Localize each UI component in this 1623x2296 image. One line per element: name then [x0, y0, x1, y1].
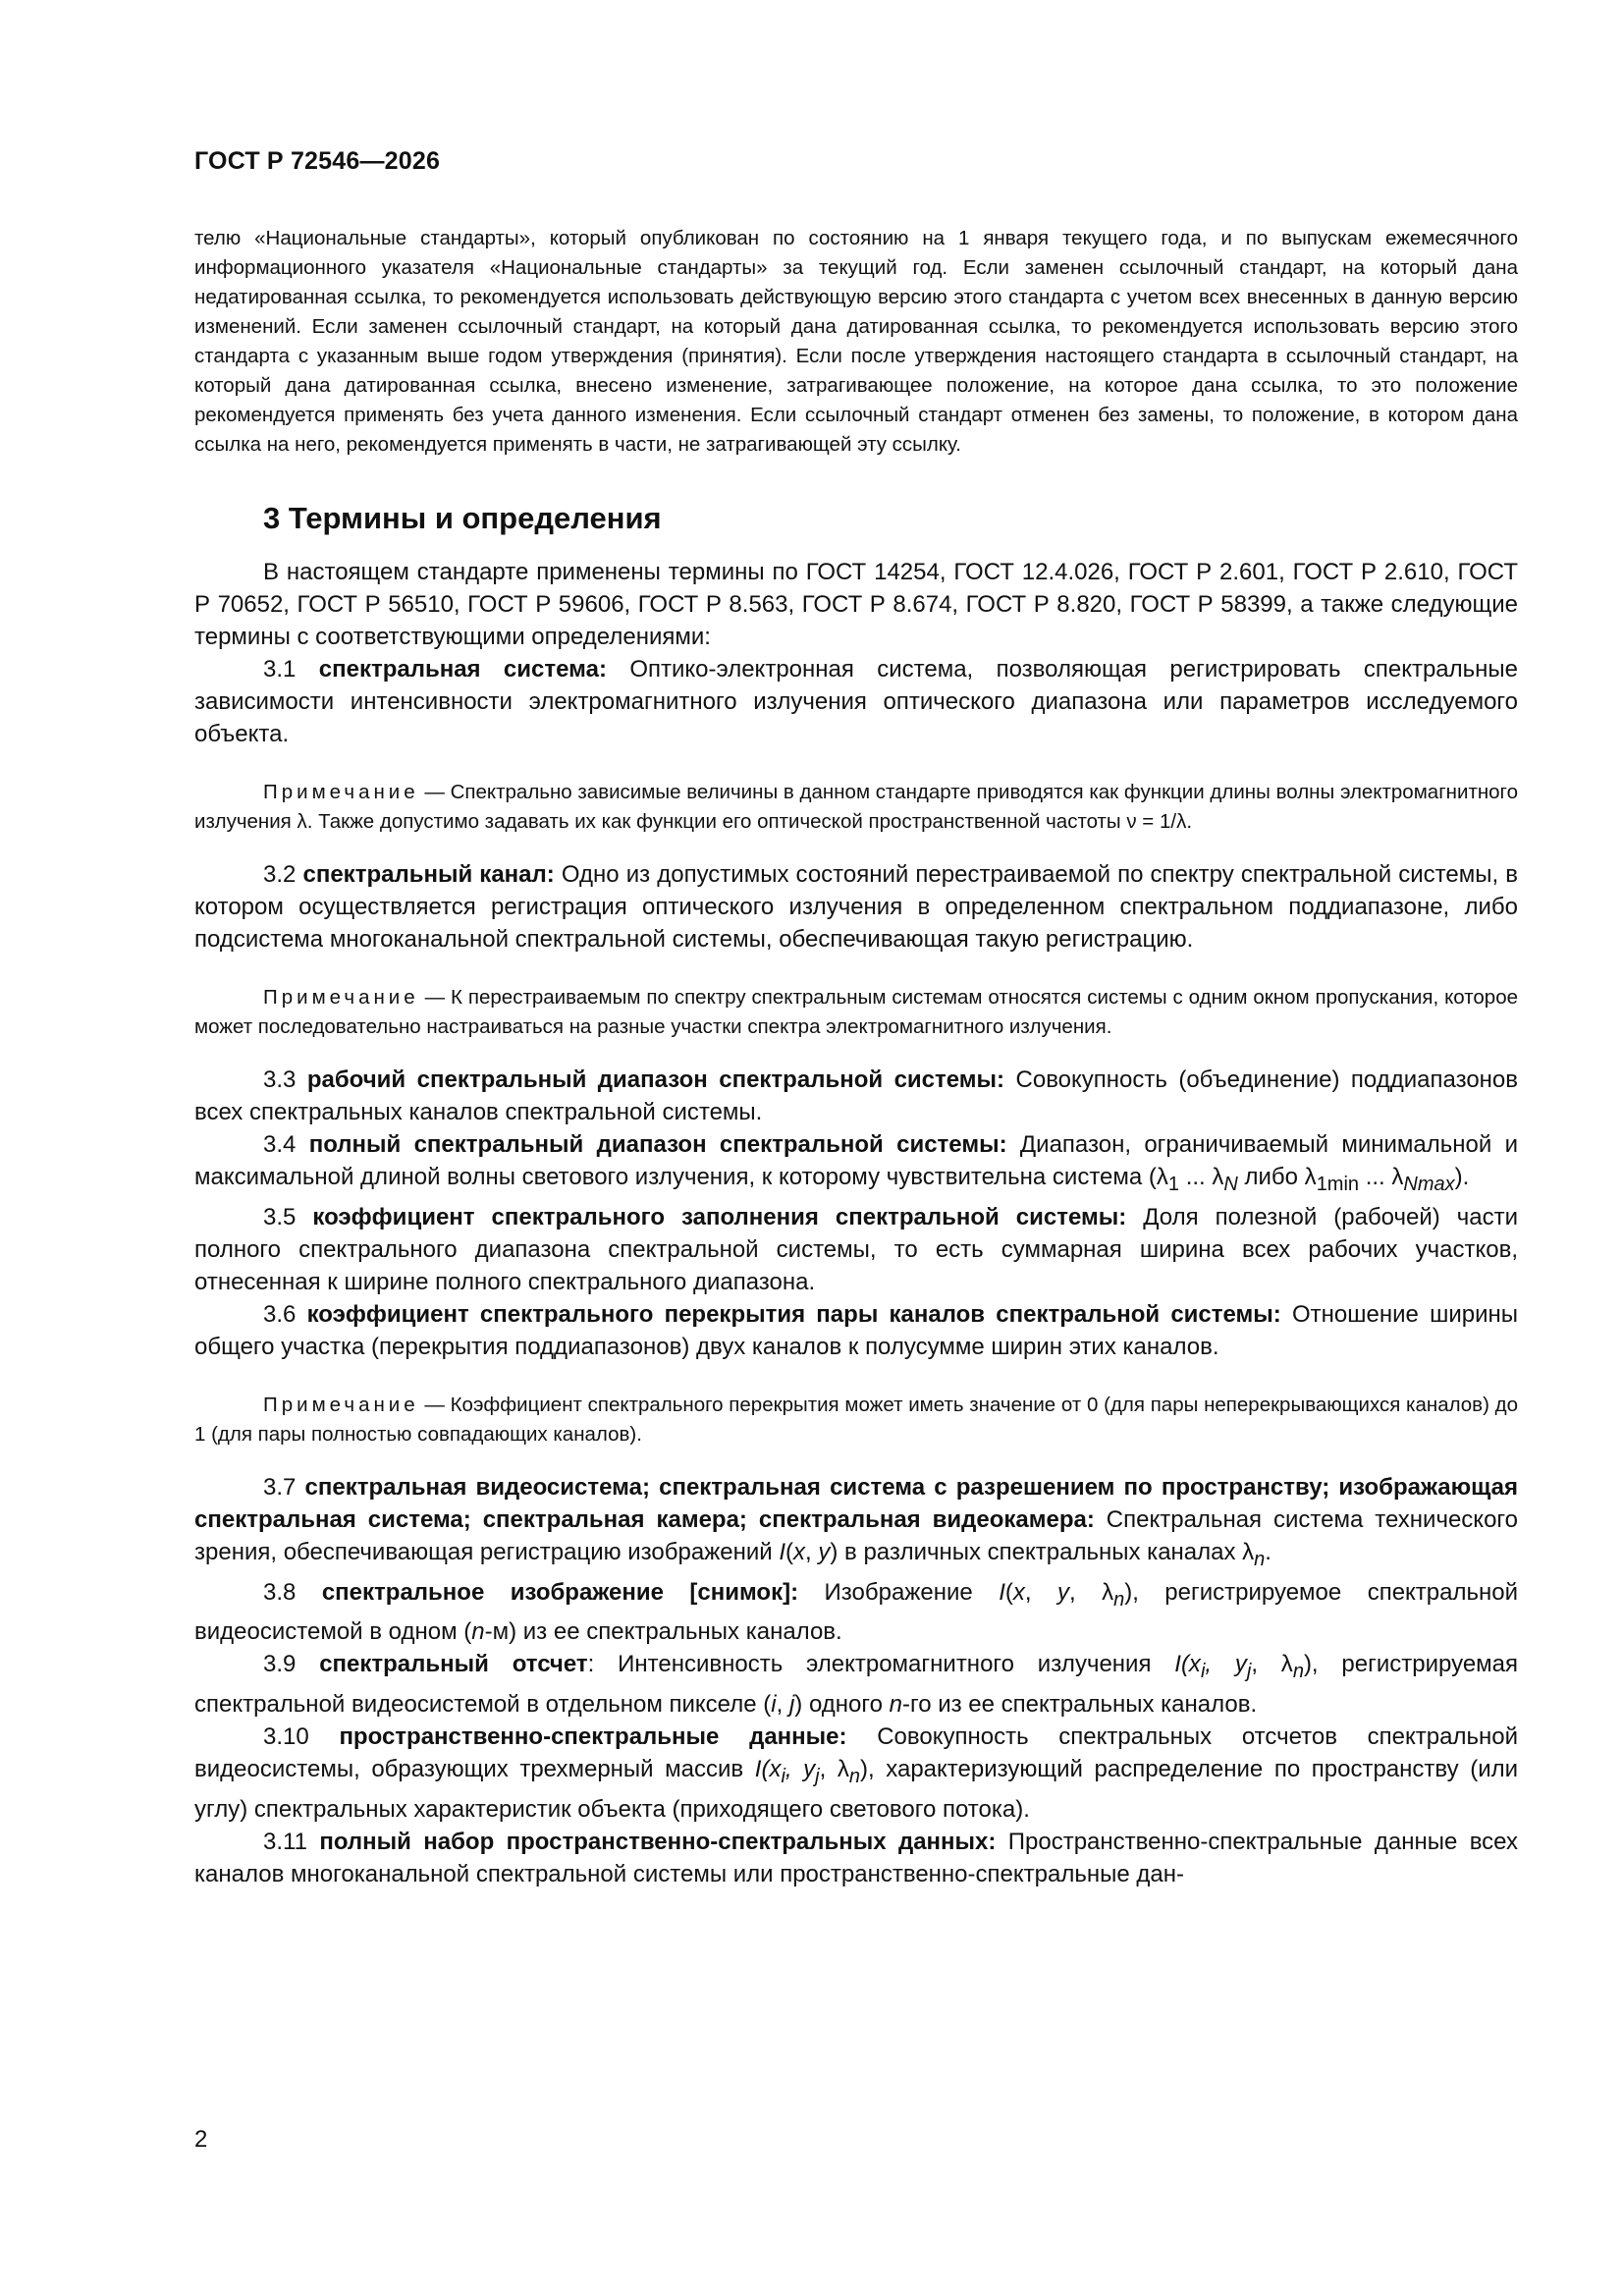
term-number: 3.6 [263, 1300, 297, 1328]
term-definition: Совокупность (объединение) поддиапазонов всех спектральных каналов спектральной системы. [194, 1066, 1519, 1125]
term-definition: Изображение I(x, y, $\lambda_n$), регистрируемое спектральной видеосистемой в одном (n-м) из ее спектральных каналов. [194, 1578, 1519, 1646]
term-definition: Доля полезной (рабочей) части полного спектрального диапазона спектральной системы, то есть суммарная ширина всех рабочих участков, отнесенная к ширине полного спектрального диапазона. [194, 1203, 1519, 1295]
term-3-8 [194, 1576, 1518, 1649]
term-name: коэффициент спектрального заполнения спектральной системы: [312, 1203, 1127, 1230]
page-content [194, 224, 1518, 1890]
term-3-3 [194, 1064, 1518, 1128]
page-number: 2 [194, 2126, 208, 2153]
term-name: коэффициент спектрального перекрытия пары каналов спектральной системы: [306, 1300, 1281, 1328]
term-name: спектральный отсчет [319, 1651, 588, 1678]
note-1 [194, 778, 1518, 837]
section-intro: В настоящем стандарте применены термины по ГОСТ 14254, ГОСТ 12.4.026, ГОСТ Р 2.601, ГОСТ Р 2.610, ГОСТ Р 70652, ГОСТ Р 56510, ГОСТ Р 59606, ГОСТ Р 8.563, ГОСТ Р 8.674, ГОСТ Р 8.820, ГОСТ Р 58399, а также следующие термины с соответствующими определениями: [194, 559, 1518, 650]
term-number: 3.5 [263, 1203, 297, 1230]
term-3-1 [194, 653, 1518, 750]
term-3-7 [194, 1471, 1518, 1576]
note-text: — К перестраиваемым по спектру спектральным системам относятся системы с одним окном пропускания, которое может последовательно настраиваться на разные участки спектра электромагнитного излучения. [194, 986, 1518, 1038]
note-label: Примечание [263, 986, 419, 1009]
term-name: полный набор пространственно-спектральных данных: [319, 1828, 997, 1855]
term-number: 3.11 [263, 1828, 307, 1855]
term-definition: Спектральная система технического зрения, обеспечивающая регистрацию изображений I(x, y) в различных спектральных каналах $\lambda_n$. [194, 1505, 1518, 1570]
term-name: спектральная видеосистема; спектральная система с разрешением по пространству; изображающая спектральная система; спектральная камера; спектральная видеокамера: [194, 1473, 1518, 1533]
note-text: — Коэффициент спектрального перекрытия может иметь значение от 0 (для пары неперекрывающихся каналов) до 1 (для пары полностью совпадающих каналов). [194, 1393, 1518, 1446]
term-3-2 [194, 858, 1518, 956]
term-number: 3.1 [263, 656, 297, 683]
term-3-6 [194, 1298, 1518, 1363]
term-definition: Интенсивность электромагнитного излучения $I(x_i$, $y_j$, $\lambda_n$), регистрируемая спектральной видеосистемой в отдельном пикселе (i, j) одного n-го из ее спектральных каналов. [194, 1651, 1519, 1719]
term-number: 3.8 [263, 1578, 297, 1606]
note-label: Примечание [263, 1393, 419, 1416]
section-title: 3 Термины и определения [263, 501, 662, 535]
note-2 [194, 983, 1518, 1042]
term-definition: Диапазон, ограничиваемый минимальной и максимальной длиной волны светового излучения, к которому чувствительна система [194, 1131, 1518, 1190]
term-definition: Отношение ширины общего участка (перекрытия поддиапазонов) двух каналов к полусумме ширин этих каналов. [194, 1300, 1518, 1360]
term-3-11 [194, 1826, 1518, 1890]
term-definition: Одно из допустимых состояний перестраиваемой по спектру спектральной системы, в котором осуществляется регистрация оптического излучения в определенном спектральном поддиапазоне, либо подсистема многоканальной спектральной системы, обеспечивающая такую регистрацию. [194, 861, 1518, 953]
term-3-9: 3.9 спектральный отсчет: Интенсивность электромагнитного излучения $I(x_i$, $y_j$, $\lambda_n$), регистрируемая спектральной видеосистемой в отдельном пикселе (i, j) одного n-го из ее спектральных каналов. [194, 1651, 1519, 1719]
term-number: 3.2 [263, 861, 297, 888]
term-3-5 [194, 1201, 1518, 1298]
note-3 [194, 1391, 1518, 1449]
term-definition: Оптико-электронная система, позволяющая регистрировать спектральные зависимости интенсивности электромагнитного излучения оптического диапазона или параметров исследуемого объекта. [194, 656, 1519, 747]
term-number: 3.3 [263, 1066, 297, 1093]
document-header: ГОСТ Р 72546—2026 [194, 147, 441, 175]
range-formula: ($\lambda_1$ ... $\lambda_N$ либо $\lambda_{1min}$ ... $\lambda_{Nmax}$). [1148, 1164, 1470, 1195]
term-number: 3.10 [263, 1723, 309, 1751]
term-number: 3.9 [263, 1651, 297, 1678]
term-name: спектральное изображение [снимок]: [321, 1578, 799, 1606]
note-text: — Спектрально зависимые величины в данном стандарте приводятся как функции длины волны электромагнитного излучения λ. Также допустимо задавать их как функции его оптической пространственной частоты ν = 1/λ. [194, 781, 1518, 833]
term-definition: Совокупность спектральных отсчетов спектральной видеосистемы, образующих трехмерный массив $I(x_i$, $y_j$, $\lambda_n$), характеризующий распределение по пространству (или углу) спектральных характеристик объекта (приходящего светового потока). [194, 1723, 1519, 1823]
term-3-10 [194, 1721, 1518, 1826]
term-name: рабочий спектральный диапазон спектральной системы: [306, 1066, 1005, 1093]
term-name: полный спектральный диапазон спектральной системы: [308, 1131, 1007, 1158]
term-number: 3.7 [263, 1473, 297, 1501]
term-name: спектральный канал: [302, 861, 555, 888]
note-label: Примечание [263, 781, 419, 803]
term-3-4 [194, 1128, 1518, 1201]
term-name: спектральная система: [318, 656, 607, 683]
term-definition: Пространственно-спектральные данные всех каналов многоканальной спектральной системы или пространственно-спектральные дан- [194, 1828, 1519, 1887]
intro-paragraph: телю «Национальные стандарты», который опубликован по состоянию на 1 января текущего года, и по выпускам ежемесячного информационного указателя «Национальные стандарты» за текущий год. Если заменен ссылочный стандарт, на который дана недатированная ссылка, то рекомендуется использовать действующую версию этого стандарта с учетом всех внесенных в данную версию изменений. Если заменен ссылочный стандарт, на который дана датированная ссылка, то рекомендуется использовать версию этого стандарта с указанным выше годом утверждения (принятия). Если после утверждения настоящего стандарта в ссылочный стандарт, на который дана датированная ссылка, внесено изменение, затрагивающее положение, на которое дана ссылка, то это положение рекомендуется применять без учета данного изменения. Если ссылочный стандарт отменен без замены, то положение, в котором дана ссылка на него, рекомендуется применять в части, не затрагивающей эту ссылку. [194, 227, 1518, 456]
term-number: 3.4 [263, 1131, 297, 1158]
term-name: пространственно-спектральные данные: [339, 1723, 847, 1751]
